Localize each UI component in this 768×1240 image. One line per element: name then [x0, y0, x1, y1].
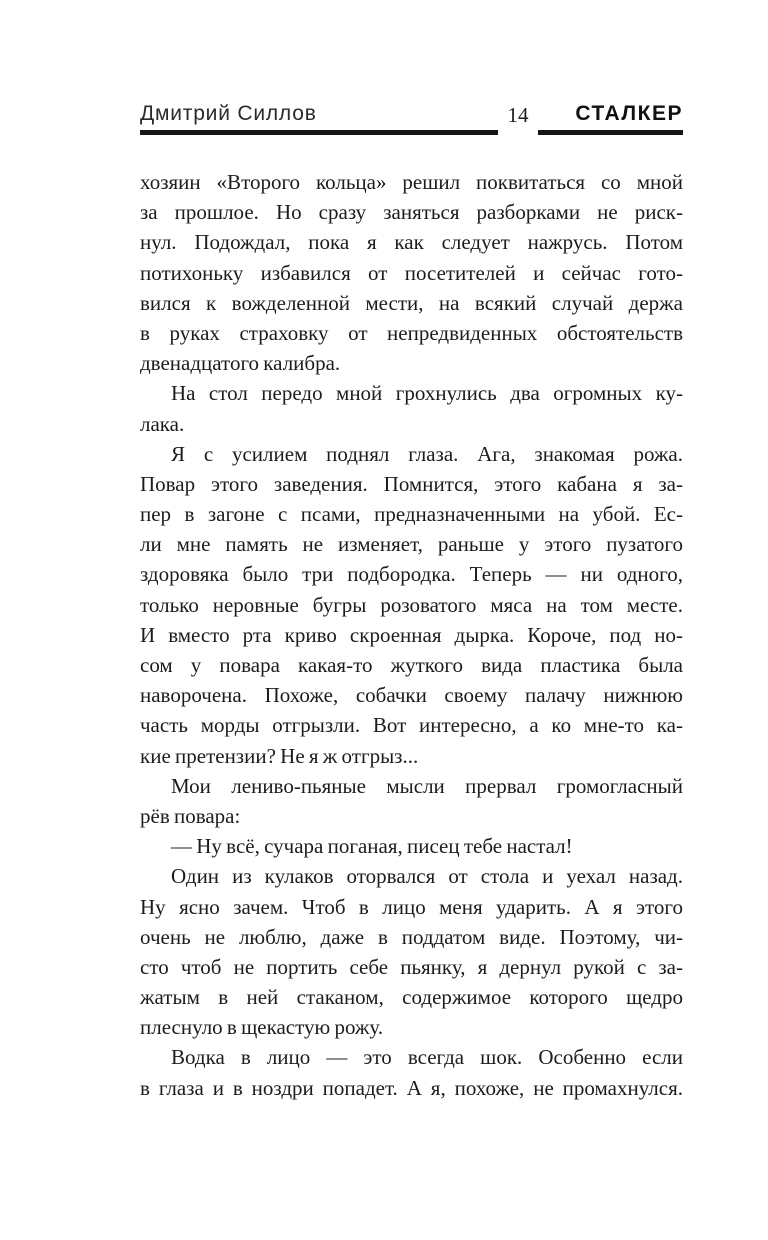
- text-line: Повар этого заведения. Помнится, этого кабана я за-: [140, 471, 683, 496]
- text-line: плеснуло в щекастую рожу.: [140, 1015, 384, 1040]
- text-line: Ну ясно зачем. Чтоб в лицо меня ударить. А я этого: [140, 894, 683, 919]
- text-line: На стол передо мной грохнулись два огромных ку-: [171, 381, 683, 406]
- text-line: сто чтоб не портить себе пьянку, я дернул рукой с за-: [140, 954, 683, 979]
- text-line: за прошлое. Но сразу заняться разборками не риск-: [140, 200, 683, 225]
- header-rule-right: [538, 130, 683, 135]
- text-line: ли мне память не изменяет, раньше у этого пузатого: [140, 532, 683, 557]
- text-line: часть морды отгрызли. Вот интересно, а ко мне-то ка-: [140, 713, 683, 738]
- text-line: нул. Подождал, пока я как следует нажрусь. Потом: [140, 230, 683, 255]
- text-line: наворочена. Похоже, собачки своему палачу нижнюю: [140, 683, 683, 708]
- page-number: 14: [507, 103, 529, 127]
- text-line: Один из кулаков оторвался от стола и уехал назад.: [171, 864, 683, 889]
- text-line: — Ну всё, сучара поганая, писец тебе настал!: [171, 834, 573, 859]
- text-line: двенадцатого калибра.: [140, 351, 341, 376]
- text-line: кие претензии? Не я ж отгрыз...: [140, 743, 419, 768]
- text-line: Мои лениво-пьяные мысли прервал громогласный: [171, 773, 683, 798]
- text-line: очень не люблю, даже в поддатом виде. Поэтому, чи-: [140, 924, 683, 949]
- text-line: Водка в лицо — это всегда шок. Особенно если: [171, 1045, 683, 1070]
- text-line: только неровные бугры розоватого мяса на том месте.: [140, 592, 683, 617]
- text-line: хозяин «Второго кольца» решил поквитаться со мной: [140, 170, 683, 194]
- text-line: рёв повара:: [140, 803, 241, 828]
- text-line: жатым в ней стаканом, содержимое которого щедро: [140, 985, 683, 1010]
- text-line: в руках страховку от непредвиденных обстоятельств: [140, 320, 683, 345]
- text-line: Я с усилием поднял глаза. Ага, знакомая рожа.: [171, 441, 683, 466]
- text-line: пер в загоне с псами, предназначенными на убой. Ес-: [140, 502, 683, 527]
- text-line: лака.: [140, 411, 185, 436]
- text-line: вился к вожделенной мести, на всякий случай держа: [140, 290, 683, 315]
- text-line: здоровяка было три подбородка. Теперь — ни одного,: [140, 562, 683, 587]
- text-line: в глаза и в ноздри попадет. А я, похоже, не промахнулся.: [140, 1075, 683, 1100]
- running-head-series-title: СТАЛКЕР: [575, 102, 683, 125]
- body-text: [140, 167, 683, 1103]
- header-rule-left: [140, 130, 498, 135]
- text-line: И вместо рта криво скроенная дырка. Короче, под но-: [140, 622, 683, 647]
- running-head-author: Дмитрий Силлов: [140, 102, 317, 125]
- text-line: сом у повара какая-то жуткого вида пластика была: [140, 653, 683, 677]
- text-line: потихоньку избавился от посетителей и сейчас гото-: [140, 260, 683, 285]
